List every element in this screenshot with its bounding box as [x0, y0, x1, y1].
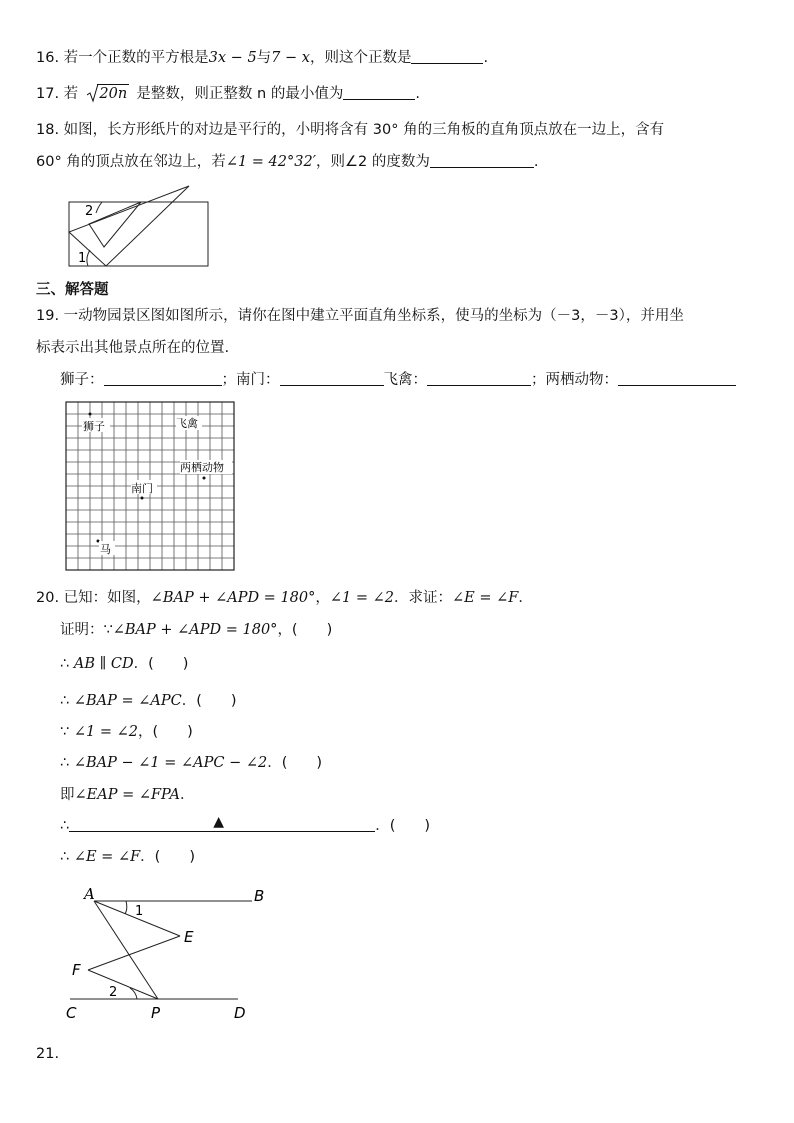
- question-17: [36, 82, 420, 103]
- period: .: [483, 50, 489, 66]
- proof-expression: ∠EAP = ∠FPA: [74, 787, 180, 803]
- question-text: ，则这个正数是: [309, 50, 412, 66]
- proof-reason-blank[interactable]: ．( ): [140, 849, 195, 865]
- answer-blank[interactable]: [411, 49, 483, 64]
- map-label-horse: 马: [100, 543, 111, 556]
- question-text: 若一个正数的平方根是: [63, 50, 209, 66]
- proof-step-6: [60, 783, 194, 804]
- q19-fill-line: [60, 368, 736, 389]
- fill-label-amphibian: ；两栖动物：: [531, 372, 618, 388]
- proof-lead: 证明：∵: [60, 622, 113, 638]
- angle-1-label: 1: [78, 251, 87, 266]
- angle-1-arc: [125, 901, 127, 914]
- proof-reason-blank[interactable]: ．( ): [133, 656, 189, 672]
- point-F-label: F: [72, 961, 81, 979]
- therefore-symbol: ∴: [60, 818, 70, 834]
- lion-point: [89, 413, 92, 416]
- gate-point: [141, 497, 144, 500]
- period: .: [533, 154, 539, 170]
- question-number: 16.: [36, 50, 60, 66]
- q18-figure: [60, 180, 220, 272]
- proof-expression: ∠BAP − ∠1 = ∠APC − ∠2: [73, 755, 268, 771]
- proof-step-4: [60, 720, 193, 741]
- proof-expression: ∠E = ∠F: [73, 849, 141, 865]
- therefore-symbol: ∴: [60, 755, 70, 771]
- section-title: 三、解答题: [36, 282, 109, 298]
- question-16: [36, 46, 488, 67]
- question-21: 21.: [36, 1046, 60, 1062]
- point-C-label: C: [66, 1004, 77, 1022]
- question-number: 19.: [36, 308, 60, 324]
- period: ．: [179, 787, 195, 803]
- math-expression: ∠BAP + ∠APD = 180°: [150, 590, 316, 606]
- therefore-symbol: ∴: [60, 656, 70, 672]
- proof-step-2: [60, 652, 188, 673]
- answer-blank[interactable]: [343, 85, 415, 100]
- math-expression: 3x − 5: [208, 50, 257, 66]
- math-expression: ∠E = ∠F: [452, 590, 519, 606]
- answer-blank-amphibian[interactable]: [618, 371, 736, 386]
- q20-figure: [60, 882, 280, 1024]
- comma: ，: [315, 590, 330, 606]
- proof-reason-blank[interactable]: ．( ): [375, 818, 431, 834]
- triangle-ruler: [69, 186, 189, 266]
- question-number: 18.: [36, 122, 60, 138]
- map-label-amphibian: 两栖动物: [180, 461, 224, 474]
- question-19: [36, 304, 684, 325]
- proof-step-8: [60, 845, 195, 866]
- map-label-bird: 飞禽: [176, 417, 198, 430]
- fill-label-gate: ；南门：: [221, 372, 280, 388]
- angle-2-label: 2: [109, 985, 118, 1000]
- period: .: [415, 86, 420, 102]
- proof-expression: ∠BAP + ∠APD = 180°: [112, 622, 278, 638]
- math-expression: ∠1 = ∠2: [329, 590, 394, 606]
- map-label-lion: 狮子: [83, 420, 105, 433]
- proof-expression: ∠BAP = ∠APC: [73, 693, 182, 709]
- proof-reason-blank[interactable]: ，( ): [137, 724, 193, 740]
- segment-AP: [94, 901, 158, 999]
- therefore-symbol: ∴: [60, 693, 70, 709]
- question-number: 17.: [36, 86, 60, 102]
- therefore-symbol: ∴: [60, 849, 70, 865]
- proof-step-5: [60, 751, 322, 772]
- proof-reason-blank[interactable]: ．( ): [267, 755, 323, 771]
- point-A-label: A: [84, 885, 95, 903]
- angle-2-label: 2: [85, 204, 94, 219]
- proof-reason-blank[interactable]: ，( ): [277, 622, 333, 638]
- question-text: 如图，长方形纸片的对边是平行的，小明将含有 30° 角的三角板的直角顶点放在一边上，含有: [63, 122, 665, 138]
- fill-label-lion: 狮子：: [60, 372, 104, 388]
- point-P-label: P: [151, 1004, 161, 1022]
- answer-blank-lion[interactable]: [104, 371, 222, 386]
- question-text: ．求证：: [394, 590, 452, 606]
- zoo-map-grid: [64, 400, 238, 574]
- namely-text: 即: [60, 787, 75, 803]
- angle-2-arc: [96, 202, 102, 213]
- angle-1-arc: [87, 250, 90, 266]
- fill-label-bird: 飞禽：: [383, 372, 427, 388]
- radicand: 20n: [99, 86, 128, 102]
- question-text: 60° 角的顶点放在邻边上，若: [36, 154, 226, 170]
- proof-expression: ∠1 = ∠2: [73, 724, 138, 740]
- answer-blank[interactable]: [430, 153, 534, 168]
- segment-EF: [88, 936, 180, 970]
- triangle-marker-icon: ▲: [213, 814, 225, 830]
- question-text: 已知：如图，: [63, 590, 151, 606]
- question-text: 是整数，则正整数 n 的最小值为: [136, 86, 344, 102]
- sqrt-expression: [87, 86, 127, 102]
- proof-step-3: [60, 689, 237, 710]
- amphibian-point: [203, 477, 206, 480]
- proof-reason-blank[interactable]: ．( ): [181, 693, 237, 709]
- angle-1-label: 1: [135, 904, 144, 919]
- radical-sign: [87, 83, 99, 103]
- answer-blank-bird[interactable]: [427, 371, 531, 386]
- period: ．: [518, 590, 533, 606]
- math-expression: ∠1 = 42°32′: [225, 154, 316, 170]
- question-number: 20.: [36, 590, 60, 606]
- point-E-label: E: [184, 928, 194, 946]
- question-19-line2: 标表示出其他景点所在的位置.: [36, 340, 230, 356]
- point-B-label: B: [254, 887, 265, 905]
- question-20: [36, 586, 533, 607]
- question-text: 一动物园景区图如图所示，请你在图中建立平面直角坐标系，使马的坐标为（－3，－3），并用坐: [63, 308, 684, 324]
- question-18: [36, 118, 664, 139]
- math-expression: 7 − x: [271, 50, 310, 66]
- question-text: 若: [63, 86, 79, 102]
- question-text: ，则∠2 的度数为: [316, 154, 430, 170]
- segment-FP: [88, 970, 158, 999]
- answer-blank-gate[interactable]: [280, 371, 384, 386]
- proof-answer-blank[interactable]: [69, 814, 375, 832]
- because-symbol: ∵: [60, 724, 70, 740]
- proof-step-1: [60, 618, 332, 639]
- question-text: 与: [256, 50, 272, 66]
- point-D-label: D: [234, 1004, 246, 1022]
- map-label-gate: 南门: [131, 482, 153, 495]
- proof-step-7: [60, 814, 430, 835]
- proof-expression: AB ∥ CD: [73, 656, 134, 672]
- question-18-line2: [36, 150, 538, 171]
